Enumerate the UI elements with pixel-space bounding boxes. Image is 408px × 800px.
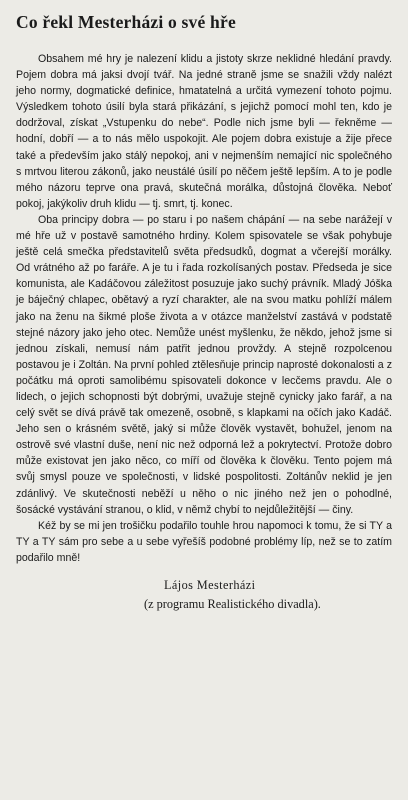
article-paragraph-1: Obsahem mé hry je nalezení klidu a jistoty skrze neklidné hledání pravdy. Pojem dobra má jaksi dvojí tvář. Na jedné straně jsme se snažili vždy nalézt jeho normy, dogmatické definice, hmatatelná a určitá vymezení tohoto pojmu. Výsledkem tohoto úsilí byla stará přikázání, s jejichž pomocí mohl ten, kdo je dodržoval, získat „Vstupenku do nebe“. Podle nich jsme byli — řekněme — hodní, dobří — a to nás mělo uspokojit. Ale pojem dobra existuje a žije přece také a především jako stálý nepokoj, ani v nejmenším nemající nic společného s mrtvou literou zákonů, jako neustálé úsilí po něčem ještě lepším. A to je podle mého názoru teprve ona pravá, skutečná morálka, důstojná člověka. Neboť pokoj, jakýkoliv druh klidu — tj. smrt, tj. konec.	[16, 53, 392, 210]
article-body	[16, 51, 392, 566]
article-paragraph-3: Kéž by se mi jen trošičku podařilo touhle hrou napomoci k tomu, že si TY a TY a TY sám pro sebe a u sebe vyřešíš podobné problémy líp, než se to zatím podařilo mně!	[16, 519, 392, 564]
article-title: Co řekl Mesterházi o své hře	[16, 12, 236, 32]
author-name: Lájos Mesterházi	[164, 578, 256, 592]
source-note: (z programu Realistického divadla).	[144, 597, 321, 611]
article-paragraph-2: Oba principy dobra — po staru i po našem chápání — na sebe narážejí v mé hře už v postavě samotného hrdiny. Kolem spisovatele se však pohybuje ještě celá smečka představitelů světa předsudků, dogmat a včerejší morálky. Od vrátného až po faráře. A je tu i řada rozkolísaných postav. Předseda je sice komunista, ale Kadáčovou záležitost posuzuje jako suchý právník. Mladý Jóška je báječný chlapec, obětavý a ryzí charakter, ale na svou matku pohlíží málem jako na ženu na šikmé ploše života a v otázce manželství zastává v podstatě stejné názory jako jeho otec. Nemůže unést myšlenku, že někdo, jehož jsme si jednou získali, nemusí nám patřit jednou provždy. A stejně rozpolcenou postavou je i Zoltán. Na první pohled ztělesňuje princip naprosté dokonalosti a z počátku má oproti samolibému spisovateli dokonce v lecčems pravdu. Ale o lidech, o jejich schopnosti být dobrými, uvažuje stejně cynicky jako farář, a na celý svět se dívá právě tak omezeně, osobně, s klapkami na očích jako Kadáč. Jeho sen o krásném světě, jaký si může člověk vystavět, bohužel, jenom na ostrově své vlastní duše, není nic než odporná lež a pokrytectví. Protože dobro může existovat jen jako něco, co míří od člověka k člověku. Tento pojem má svůj smysl pouze ve společnosti, v lidské pospolitosti. Zoltánův neklid je jen zdánlivý. Ve skutečnosti neběží u něho o nic jiného než jen o pohodlné, šosácké vystávání stranou, o klid, v němž chybí to nejdůležitější — činy.	[16, 213, 392, 516]
article-signature	[16, 576, 392, 614]
